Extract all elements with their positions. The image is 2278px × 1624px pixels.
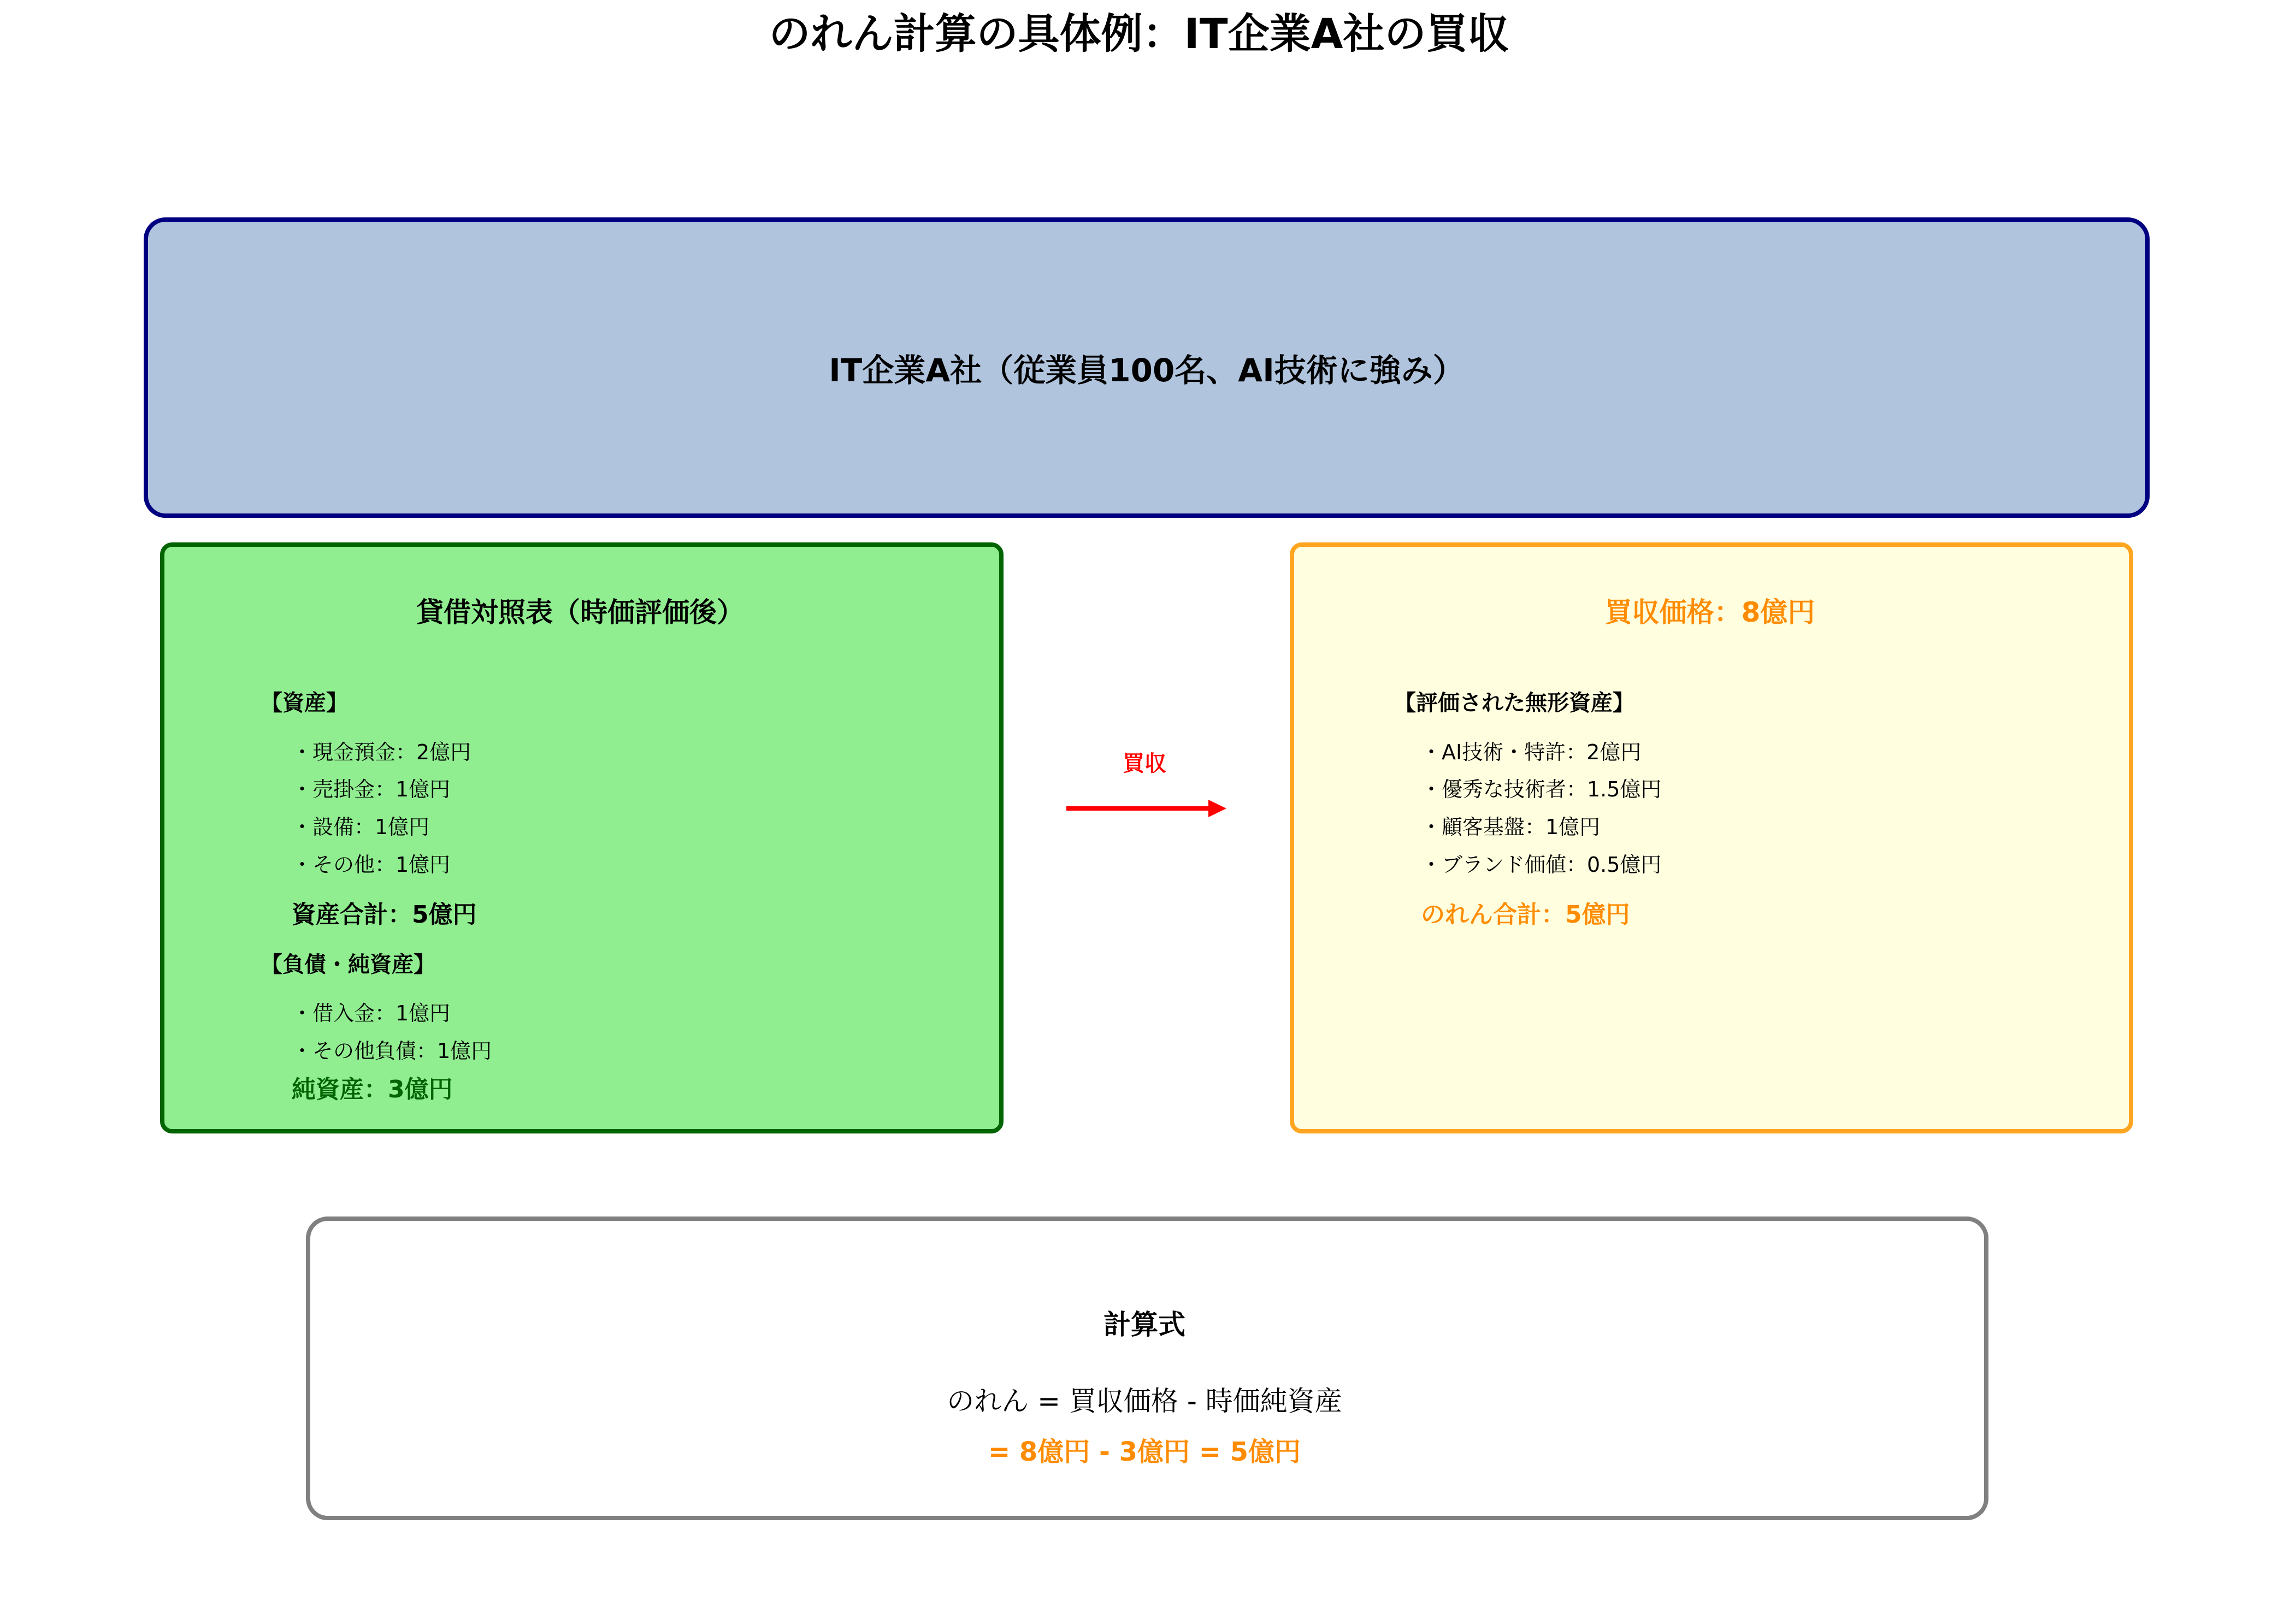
company-box [144, 217, 2150, 518]
formula-box [306, 1216, 1988, 1520]
acquisition-arrow-label: 買収 [1123, 751, 1166, 776]
intangible-item: ・顧客基盤：1億円 [1421, 815, 1601, 839]
intangible-item: ・AI技術・特許：2億円 [1421, 740, 1642, 764]
intangible-item: ・ブランド価値：0.5億円 [1421, 853, 1662, 877]
asset-item: ・その他：1億円 [292, 853, 451, 877]
goodwill-total: のれん合計：5億円 [1421, 901, 1630, 929]
asset-item: ・売掛金：1億円 [292, 777, 451, 801]
assets-total: 資産合計：5億円 [292, 901, 477, 929]
balance-sheet-title: 貸借対照表（時価評価後） [416, 597, 744, 628]
formula-title: 計算式 [1103, 1309, 1185, 1340]
page-title: のれん計算の具体例：IT企業A社の買収 [769, 9, 1509, 58]
formula-expression: のれん = 買収価格 - 時価純資産 [947, 1385, 1342, 1417]
liabilities-header: 【負債・純資産】 [261, 952, 435, 977]
purchase-price-title: 買収価格：8億円 [1604, 597, 1815, 628]
intangibles-header: 【評価された無形資産】 [1394, 690, 1634, 716]
balance-sheet-box [160, 542, 1004, 1133]
asset-item: ・現金預金：2億円 [292, 740, 471, 764]
purchase-price-box [1290, 542, 2133, 1133]
company-label: IT企業A社（従業員100名、AI技術に強み） [829, 352, 1465, 389]
intangible-item: ・優秀な技術者：1.5億円 [1421, 777, 1662, 801]
liability-item: ・その他負債：1億円 [292, 1039, 492, 1063]
formula-result: = 8億円 - 3億円 = 5億円 [988, 1437, 1301, 1467]
liability-item: ・借入金：1億円 [292, 1001, 451, 1025]
assets-header: 【資産】 [261, 690, 348, 716]
net-assets: 純資産：3億円 [292, 1076, 453, 1103]
asset-item: ・設備：1億円 [292, 815, 430, 839]
acquisition-arrow-icon [1060, 792, 1235, 825]
